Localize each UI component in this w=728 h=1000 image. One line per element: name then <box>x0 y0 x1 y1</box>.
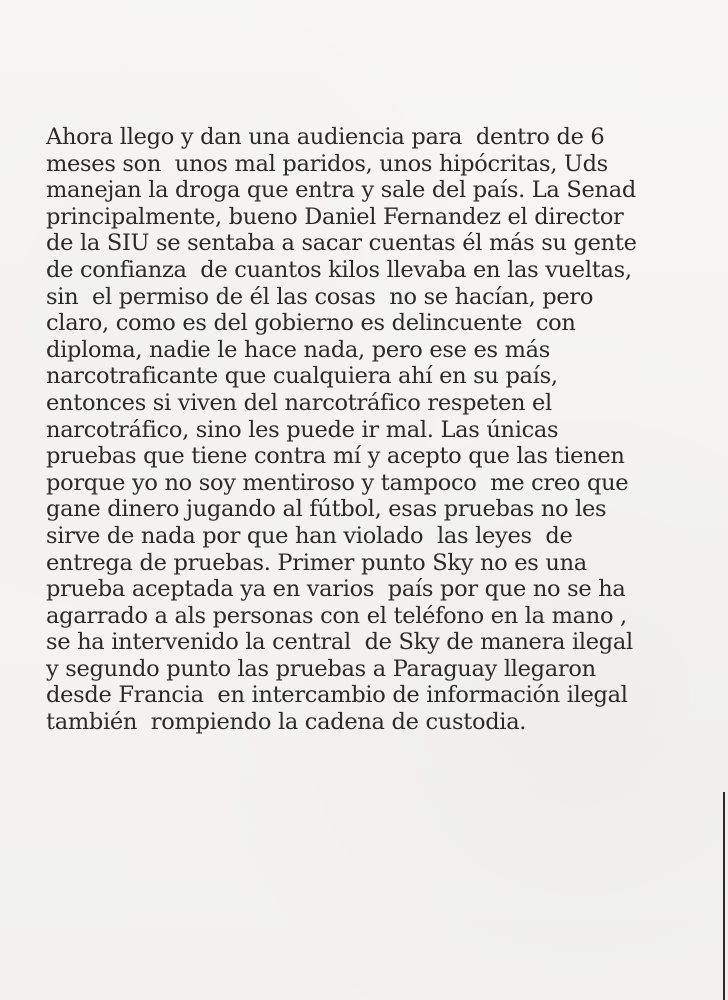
text-line: sin el permiso de él las cosas no se hacían, pero <box>46 283 594 310</box>
text-line: gane dinero jugando al fútbol, esas pruebas no les <box>46 496 607 523</box>
text-line: también rompiendo la cadena de custodia. <box>46 709 527 736</box>
text-line: claro, como es del gobierno es delincuente con <box>46 310 576 337</box>
statement-text <box>46 124 726 736</box>
text-line: manejan la droga que entra y sale del país. La Senad <box>46 177 636 204</box>
text-line: narcotráfico, sino les puede ir mal. Las únicas <box>46 416 559 443</box>
text-line: porque yo no soy mentiroso y tampoco me creo que <box>46 469 629 496</box>
text-line: y segundo punto las pruebas a Paraguay llegaron <box>46 655 596 682</box>
text-line: de confianza de cuantos kilos llevaba en las vueltas, <box>46 256 632 283</box>
text-line: meses son unos mal paridos, unos hipócritas, Uds <box>46 150 608 177</box>
text-line: de la SIU se sentaba a sacar cuentas él más su gente <box>46 230 637 257</box>
text-line: desde Francia en intercambio de información ilegal <box>46 682 628 709</box>
text-line: prueba aceptada ya en varios país por que no se ha <box>46 576 626 603</box>
text-line: entrega de pruebas. Primer punto Sky no es una <box>46 549 587 576</box>
text-line: agarrado a als personas con el teléfono en la mano , <box>46 602 627 629</box>
text-line: pruebas que tiene contra mí y acepto que las tienen <box>46 443 625 470</box>
text-line: principalmente, bueno Daniel Fernandez el director <box>46 203 624 230</box>
text-line: sirve de nada por que han violado las leyes de <box>46 522 573 549</box>
text-line: se ha intervenido la central de Sky de manera ilegal <box>46 629 633 656</box>
text-line: entonces si viven del narcotráfico respeten el <box>46 389 552 416</box>
text-line: Ahora llego y dan una audiencia para dentro de 6 <box>46 124 605 150</box>
text-line: narcotraficante que cualquiera ahí en su país, <box>46 363 558 390</box>
scroll-indicator <box>723 792 725 1000</box>
text-line: diploma, nadie le hace nada, pero ese es más <box>46 336 551 363</box>
